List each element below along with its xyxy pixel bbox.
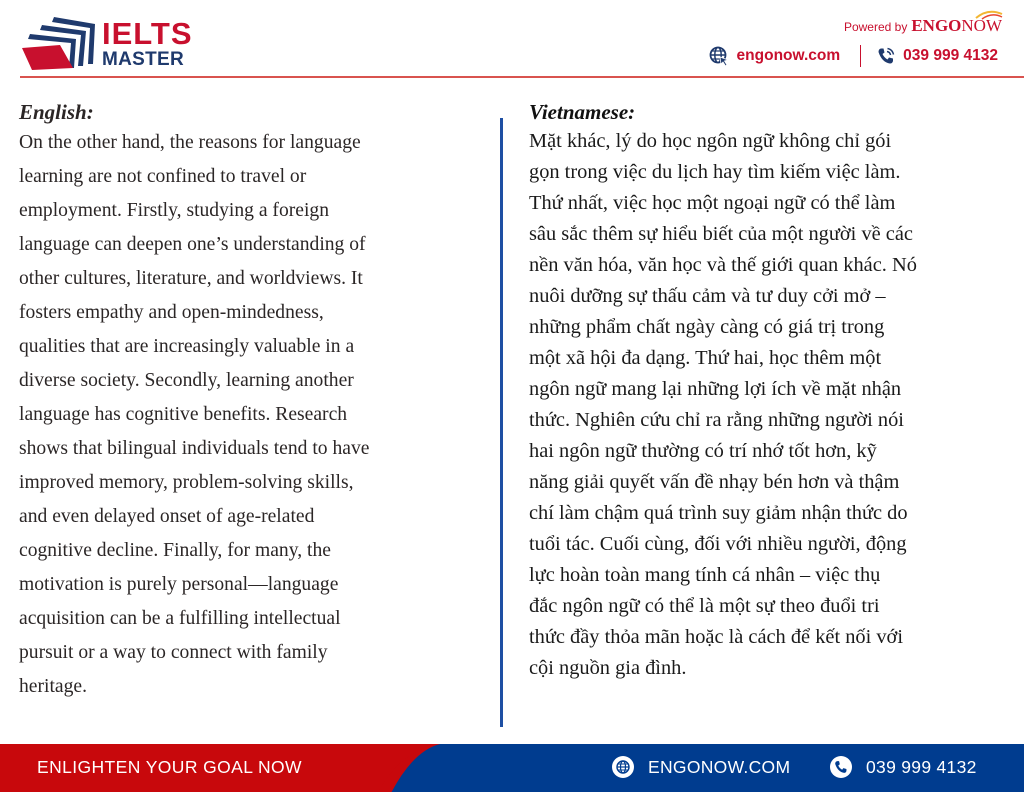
- logo-text-master: MASTER: [102, 49, 185, 70]
- text-line: ngôn ngữ mang lại những lợi ích về mặt nhận: [529, 378, 902, 400]
- text-line: fosters empathy and open-mindedness,: [19, 302, 324, 323]
- header-phone-link[interactable]: [877, 47, 998, 65]
- book-pages-icon: [20, 14, 100, 70]
- powered-by-prefix: Powered by: [843, 20, 908, 34]
- vietnamese-paragraph: [529, 126, 1019, 684]
- column-divider: [500, 118, 503, 727]
- footer-slogan: ENLIGHTEN YOUR GOAL NOW: [37, 757, 302, 777]
- text-line: năng giải quyết vấn đề nhạy bén hơn và thậm: [529, 471, 900, 493]
- text-line: lực hoàn toàn mang tính cá nhân – việc thụ: [529, 564, 881, 586]
- text-line: other cultures, literature, and worldviews. It: [19, 268, 363, 289]
- text-line: and even delayed onset of age-related: [19, 506, 315, 527]
- phone-icon: [877, 47, 895, 65]
- text-line: cội nguồn gia đình.: [529, 657, 687, 679]
- text-line: diverse society. Secondly, learning another: [19, 370, 354, 391]
- text-line: những phẩm chất ngày càng có giá trị trong: [529, 316, 885, 338]
- globe-cursor-icon: [709, 46, 729, 66]
- header-underline: [20, 76, 1024, 78]
- text-line: language has cognitive benefits. Research: [19, 404, 348, 425]
- brand-regular: NOW: [961, 16, 1002, 35]
- header-contact: [709, 44, 998, 68]
- english-heading: English:: [19, 100, 94, 124]
- logo-text-ielts: IELTS: [102, 16, 193, 51]
- page-footer: [0, 744, 1024, 792]
- footer-website-link[interactable]: [612, 756, 790, 778]
- text-line: hai ngôn ngữ thường có trí nhớ tốt hơn, kỹ: [529, 440, 877, 462]
- powered-by-engonow: [844, 16, 1002, 36]
- text-line: language can deepen one’s understanding of: [19, 234, 366, 255]
- vietnamese-column: [529, 98, 1019, 684]
- page-header: [0, 0, 1024, 80]
- text-line: improved memory, problem-solving skills,: [19, 472, 354, 493]
- text-line: qualities that are increasingly valuable in a: [19, 336, 355, 357]
- text-line: một xã hội đa dạng. Thứ hai, học thêm một: [529, 347, 882, 369]
- footer-phone-link[interactable]: [830, 756, 977, 778]
- brand-bold: ENGO: [911, 16, 962, 35]
- text-line: pursuit or a way to connect with family: [19, 642, 328, 663]
- text-line: thức đầy thỏa mãn hoặc là cách để kết nối với: [529, 626, 904, 648]
- header-contact-separator: [860, 45, 861, 67]
- ielts-master-logo[interactable]: [20, 14, 193, 70]
- text-line: employment. Firstly, studying a foreign: [19, 200, 330, 221]
- text-line: On the other hand, the reasons for language: [19, 132, 361, 153]
- header-website-link[interactable]: [709, 46, 841, 66]
- text-line: shows that bilingual individuals tend to have: [19, 438, 370, 459]
- footer-curve-shape: [370, 744, 570, 792]
- text-line: Mặt khác, lý do học ngôn ngữ không chỉ gói: [529, 130, 892, 152]
- vietnamese-heading: Vietnamese:: [529, 100, 636, 124]
- text-line: nuôi dưỡng sự thấu cảm và tư duy cởi mở –: [529, 285, 886, 307]
- text-line: nền văn hóa, văn học và thế giới quan khác. Nó: [529, 254, 917, 276]
- text-line: thức. Nghiên cứu chỉ ra rằng những người nói: [529, 409, 904, 431]
- text-line: Thứ nhất, việc học một ngoại ngữ có thể làm: [529, 192, 896, 214]
- text-line: chí làm chậm quá trình suy giảm nhận thức do: [529, 502, 908, 524]
- globe-icon: [612, 756, 634, 778]
- text-line: motivation is purely personal—language: [19, 574, 339, 595]
- swoosh-icon: [974, 8, 1004, 20]
- text-line: heritage.: [19, 676, 87, 697]
- header-website-text: engonow.com: [736, 47, 841, 64]
- phone-icon: [830, 756, 852, 778]
- text-line: cognitive decline. Finally, for many, the: [19, 540, 331, 561]
- header-phone-text: 039 999 4132: [903, 47, 998, 64]
- text-line: sâu sắc thêm sự hiểu biết của một người về các: [529, 223, 913, 245]
- text-line: gọn trong việc du lịch hay tìm kiếm việc làm.: [529, 161, 901, 183]
- english-paragraph: [19, 126, 489, 704]
- text-line: đắc ngôn ngữ có thể là một sự theo đuổi tri: [529, 595, 880, 617]
- text-line: acquisition can be a fulfilling intellectual: [19, 608, 341, 629]
- footer-phone-text: 039 999 4132: [866, 756, 977, 777]
- footer-website-text: ENGONOW.COM: [648, 756, 791, 777]
- text-line: learning are not confined to travel or: [19, 166, 307, 187]
- text-line: tuổi tác. Cuối cùng, đối với nhiều người, động: [529, 533, 907, 555]
- english-column: [19, 98, 489, 704]
